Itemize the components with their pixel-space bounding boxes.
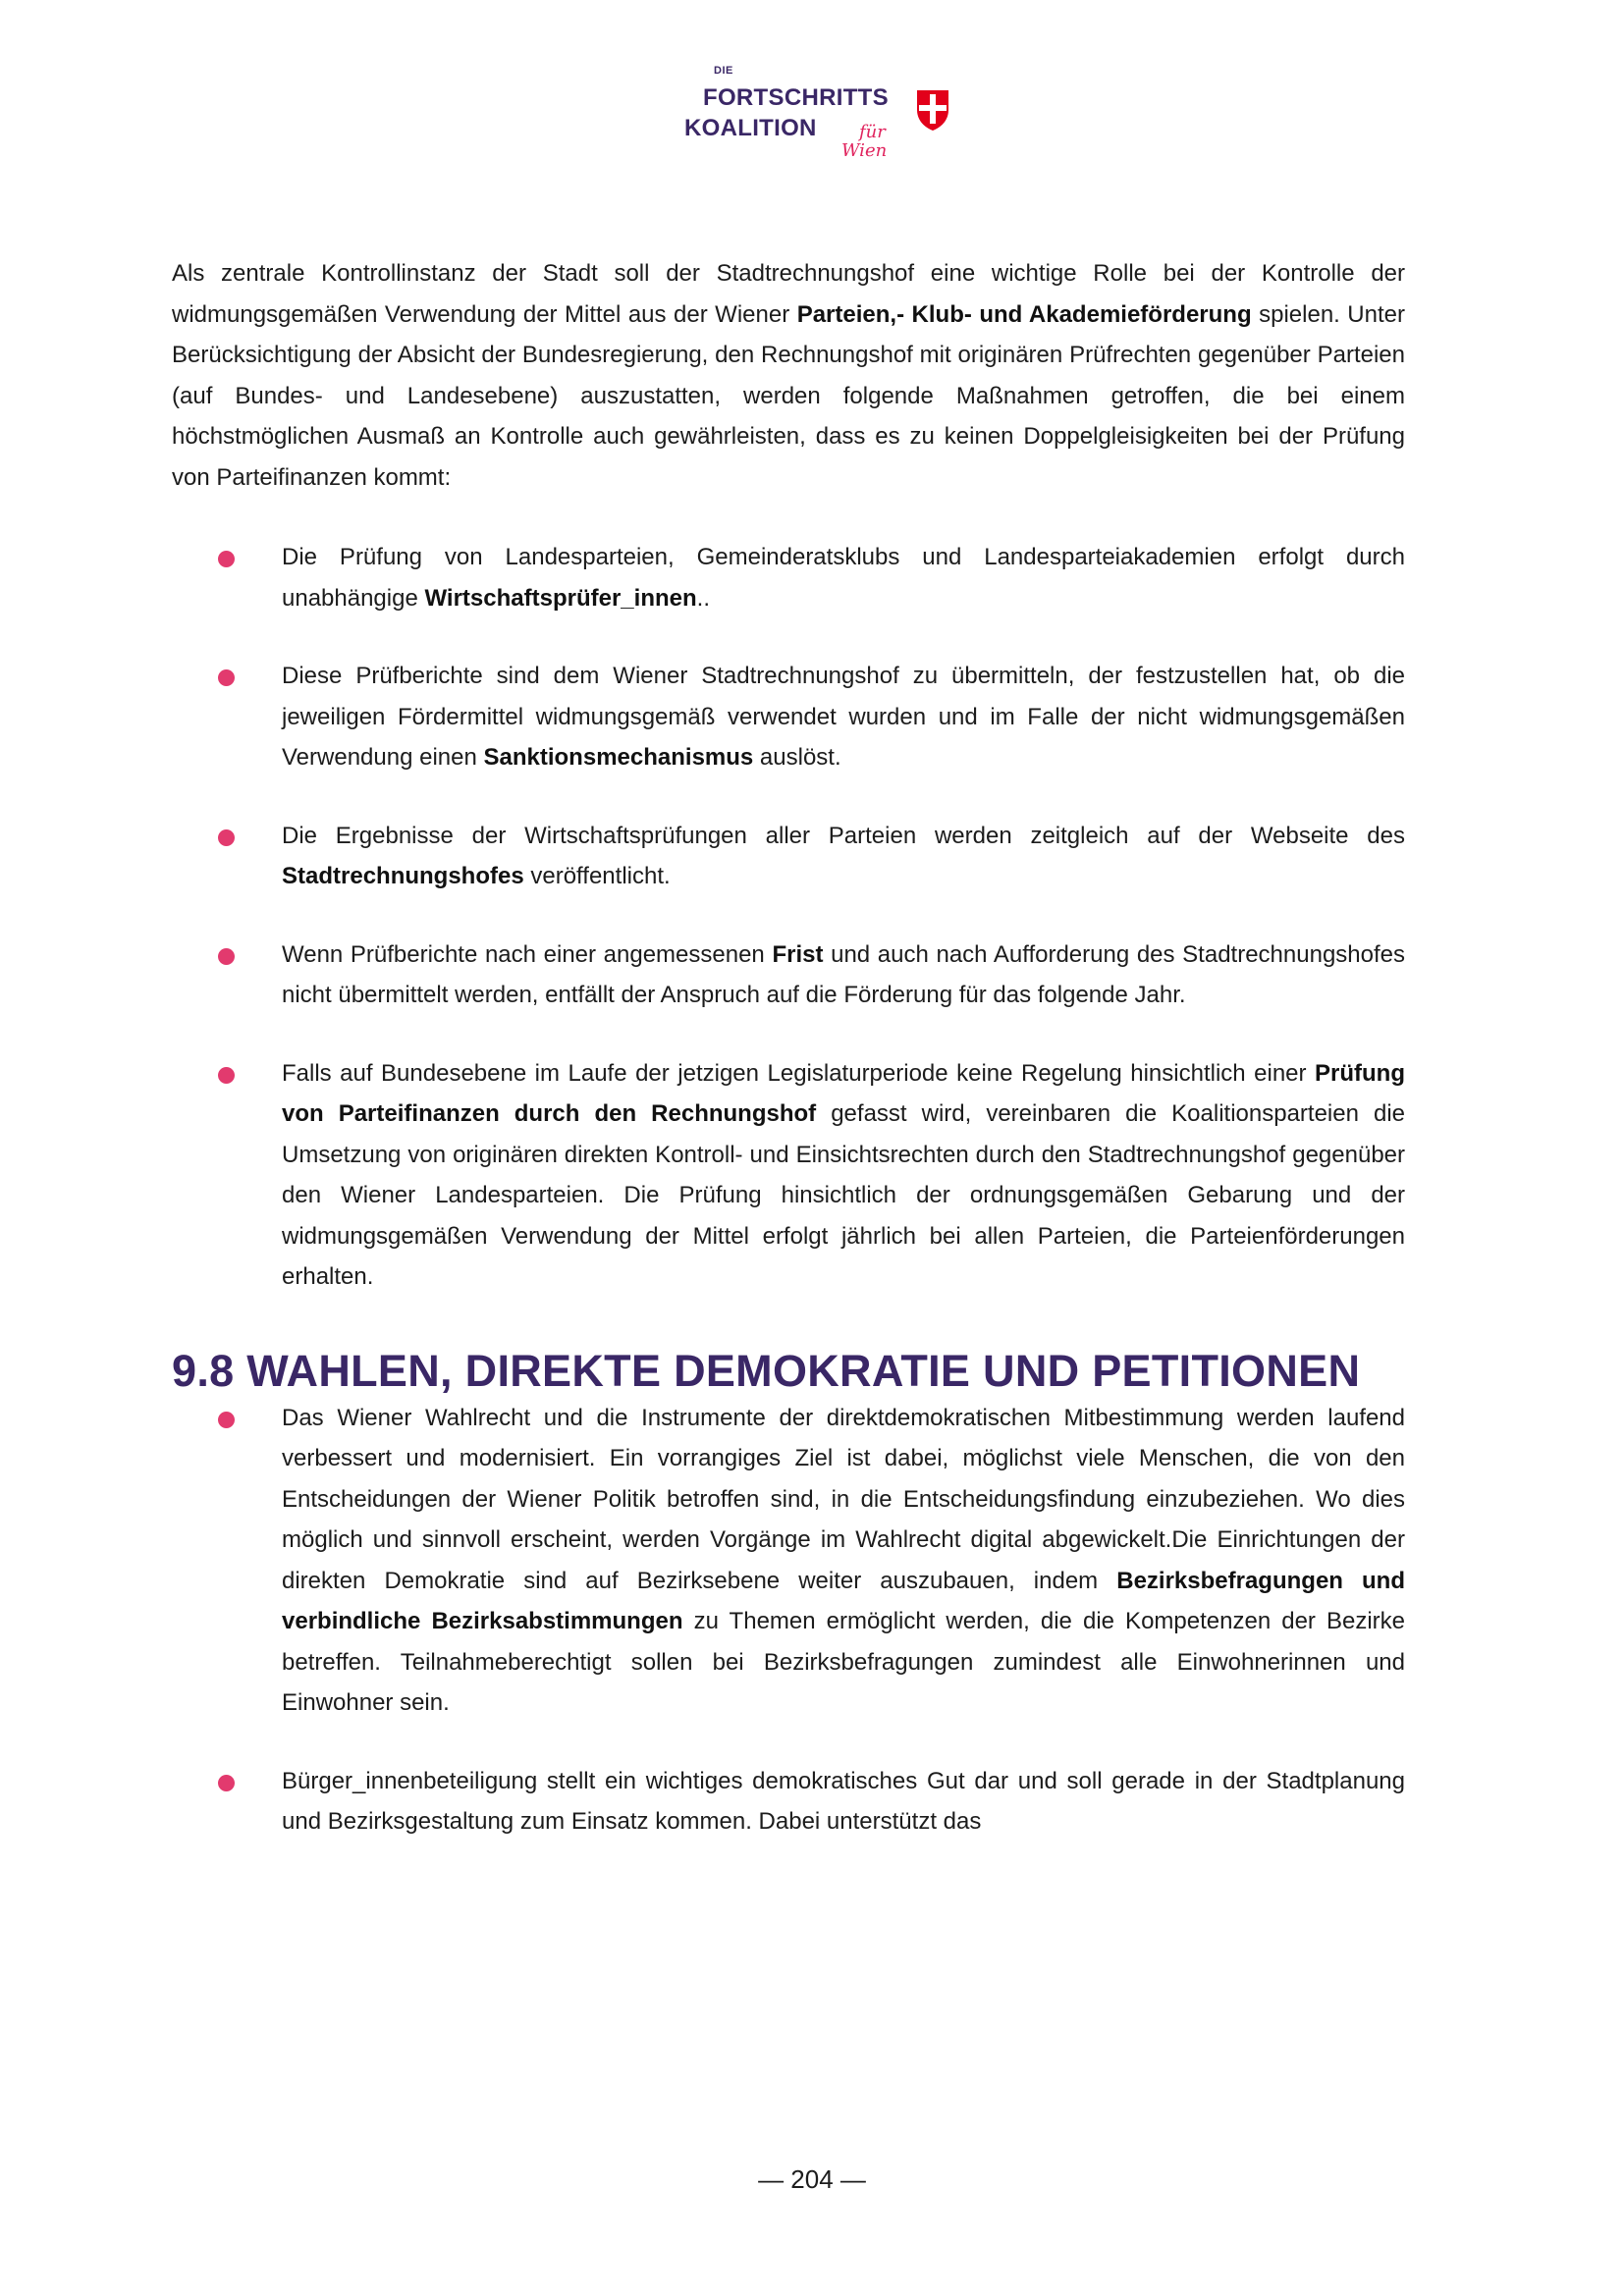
bullet-dot-icon — [218, 1412, 235, 1428]
vienna-shield-icon — [915, 88, 950, 132]
list-item: Die Prüfung von Landesparteien, Gemeinderatsklubs und Landesparteiakademien erfolgt durch unabhängige Wirtschaftsprüfer_innen.. — [172, 537, 1405, 618]
control-measures-list — [172, 537, 1405, 1298]
page-number: — 204 — — [758, 2164, 866, 2194]
list-item: Die Ergebnisse der Wirtschaftsprüfungen aller Parteien werden zeitgleich auf der Webseite des Stadtrechnungshofes veröffentlicht. — [172, 816, 1405, 897]
logo-script-1: für — [859, 122, 886, 142]
list-item: Diese Prüfberichte sind dem Wiener Stadtrechnungshof zu übermitteln, der festzustellen hat, ob die jeweiligen Fördermittel widmungsgemäß verwendet wurden und im Falle der nicht widmungsgemäßen Verwendung einen Sanktionsmechanismus auslöst. — [172, 656, 1405, 778]
list-item: Das Wiener Wahlrecht und die Instrumente der direktdemokratischen Mitbestimmung werden laufend verbessert und modernisiert. Ein vorrangiges Ziel ist dabei, möglichst viele Menschen, die von den Entscheidungen der Wiener Politik betroffen sind, in die Entscheidungsfindung einzubeziehen. Wo dies möglich und sinnvoll erscheint, werden Vorgänge im Wahlrecht digital abgewickelt.Die Einrichtungen der direkten Demokratie sind auf Bezirksebene weiter auszubauen, indem Bezirksbefragungen und verbindliche Bezirksabstimmungen zu Themen ermöglicht werden, die die Kompetenzen der Bezirke betreffen. Teilnahmeberechtigt sollen bei Bezirksbefragungen zumindest alle Einwohnerinnen und Einwohner sein. — [172, 1398, 1405, 1724]
logo-script — [834, 123, 887, 160]
list-item: Falls auf Bundesebene im Laufe der jetzigen Legislaturperiode keine Regelung hinsichtlich einer Prüfung von Parteifinanzen durch den Rechnungshof gefasst wird, vereinbaren die Koalitionsparteien die Umsetzung von originären direkten Kontroll- und Einsichtsrechten durch den Stadtrechnungshof gegenüber den Wiener Landesparteien. Die Prüfung hinsichtlich der ordnungsgemäßen Gebarung und der widmungsgemäßen Verwendung der Mittel erfolgt jährlich bei allen Parteien, die Parteienförderungen erhalten. — [172, 1053, 1405, 1298]
bullet-dot-icon — [218, 829, 235, 846]
bullet-dot-icon — [218, 551, 235, 567]
democracy-list — [172, 1398, 1405, 1842]
logo — [684, 61, 949, 169]
main-content — [172, 253, 1405, 1842]
bullet-dot-icon — [218, 948, 235, 965]
intro-paragraph — [172, 253, 1405, 498]
bullet-dot-icon — [218, 669, 235, 686]
logo-line-1: FORTSCHRITTS — [703, 84, 889, 111]
bullet-dot-icon — [218, 1067, 235, 1084]
intro-text-1: Als zentrale Kontrollinstanz der Stadt soll der Stadtrechnungshof eine wichtige Rolle bei der Kontrolle der widmungsgemäßen Verwendung der Mittel aus der Wiener — [172, 260, 1405, 328]
logo-line-2: KOALITION — [684, 115, 817, 141]
intro-bold: Parteien,- Klub- und Akademieförderung — [796, 300, 1252, 328]
bullet-dot-icon — [218, 1775, 235, 1791]
logo-die: DIE — [714, 65, 733, 77]
list-item: Bürger_innenbeteiligung stellt ein wichtiges demokratisches Gut dar und soll gerade in der Stadtplanung und Bezirksgestaltung zum Einsatz kommen. Dabei unterstützt das — [172, 1761, 1405, 1842]
list-item: Wenn Prüfberichte nach einer angemessenen Frist und auch nach Aufforderung des Stadtrechnungshofes nicht übermittelt werden, entfällt der Anspruch auf die Förderung für das folgende Jahr. — [172, 934, 1405, 1016]
logo-script-2: Wien — [841, 140, 888, 161]
section-heading: 9.8 WAHLEN, DIREKTE DEMOKRATIE UND PETITIONEN — [172, 1345, 1361, 1396]
intro-text-2: spielen. Unter Berücksichtigung der Absicht der Bundesregierung, den Rechnungshof mit originären Prüfrechten gegenüber Parteien (auf Bundes- und Landesebene) auszustatten, werden folgende Maßnahmen getroffen, die bei einem höchstmöglichen Ausmaß an Kontrolle auch gewährleisten, dass es zu keinen Doppelgleisigkeiten bei der Prüfung von Parteifinanzen kommt: — [172, 300, 1405, 491]
